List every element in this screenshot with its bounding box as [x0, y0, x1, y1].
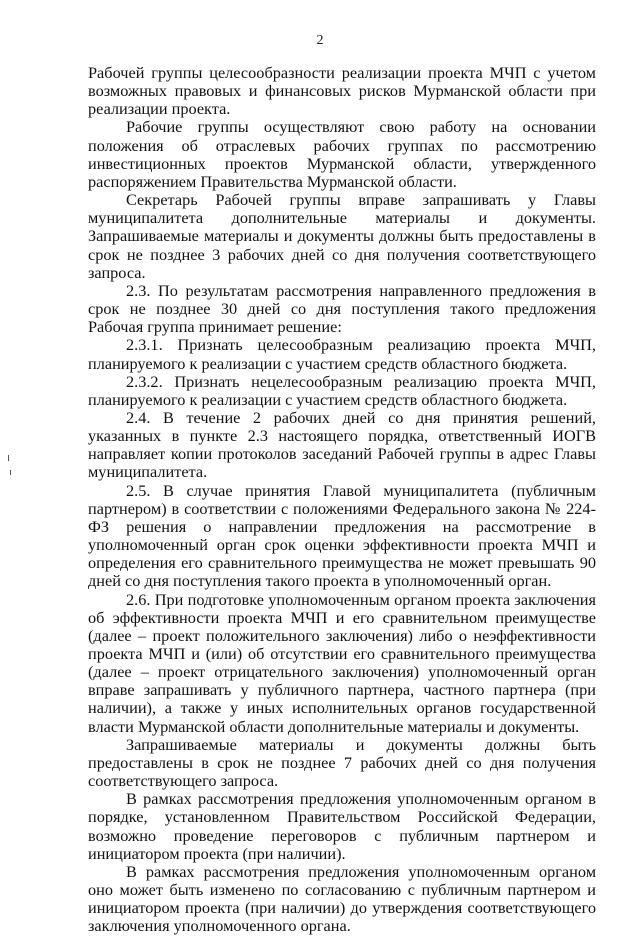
- paragraph-2-5: 2.5. В случае принятия Главой муниципалитета (публичным партнером) в соответствии с положениями Федерального закона № 224-ФЗ решения о направлении предложения на рассмотрение в уполномоченный орган срок оценки эффективности проекта МЧП и определения его сравнительного преимущества не может превышать 90 дней со дня поступления такого проекта в уполномоченный орган.: [88, 480, 596, 591]
- scan-artifact-mark: [8, 455, 9, 461]
- page-number: 2: [316, 33, 324, 48]
- paragraph-2-3-decision: 2.3. По результатам рассмотрения направленного предложения в срок не позднее 30 дней со дня поступления такого предложения Рабочая группа принимает решение:: [88, 280, 596, 337]
- paragraph-2-6: 2.6. При подготовке уполномоченным органом проекта заключения об эффективности проекта МЧП и его сравнительном преимуществе (далее – проект положительного заключения) либо о неэффективности проекта МЧП и (или) об отсутствии его сравнительного преимущества (далее – проект отрицательного заключения) уполномоченный орган вправе запрашивать у публичного партнера, частного партнера (при наличии), а также у иных исполнительных органов государственной власти Мурманской области дополнительные материалы и документы.: [88, 589, 596, 736]
- document-body: [88, 64, 596, 936]
- paragraph-2-3-2: 2.3.2. Признать нецелесообразным реализацию проекта МЧП, планируемого к реализации с участием средств областного бюджета.: [88, 371, 596, 409]
- paragraph-working-groups-regulation: Рабочие группы осуществляют свою работу на основании положения об отраслевых рабочих группах по рассмотрению инвестиционных проектов Мурманской области, утвержденного распоряжением Правительства Мурманской области.: [88, 117, 596, 191]
- paragraph-secretary-request: Секретарь Рабочей группы вправе запрашивать у Главы муниципалитета дополнительные материалы и документы. Запрашиваемые материалы и документы должны быть предоставлены в срок не позднее 3 рабочих дней со дня получения соответствующего запроса.: [88, 190, 596, 282]
- paragraph-working-group-feasibility: Рабочей группы целесообразности реализации проекта МЧП с учетом возможных правовых и финансовых рисков Мурманской области при реализации проекта.: [88, 63, 596, 119]
- paragraph-2-3-1: 2.3.1. Признать целесообразным реализацию проекта МЧП, планируемого к реализации с участием средств областного бюджета.: [88, 335, 596, 373]
- scan-artifact-mark: [10, 470, 11, 475]
- paragraph-negotiations: В рамках рассмотрения предложения уполномоченным органом в порядке, установленном Правительством Российской Федерации, возможно проведение переговоров с публичным партнером и инициатором проекта (при наличии).: [88, 789, 596, 863]
- paragraph-requested-materials: Запрашиваемые материалы и документы должны быть предоставлены в срок не позднее 7 рабочих дней со дня получения соответствующего запроса.: [88, 734, 596, 791]
- paragraph-proposal-amendment: В рамках рассмотрения предложения уполномоченным органом оно может быть изменено по согласованию с публичным партнером и инициатором проекта (при наличии) до утверждения соответствующего заключения уполномоченного органа.: [88, 861, 596, 936]
- paragraph-2-4: 2.4. В течение 2 рабочих дней со дня принятия решений, указанных в пункте 2.3 настоящего порядка, ответственный ИОГВ направляет копии протоколов заседаний Рабочей группы в адрес Главы муниципалитета.: [88, 407, 596, 482]
